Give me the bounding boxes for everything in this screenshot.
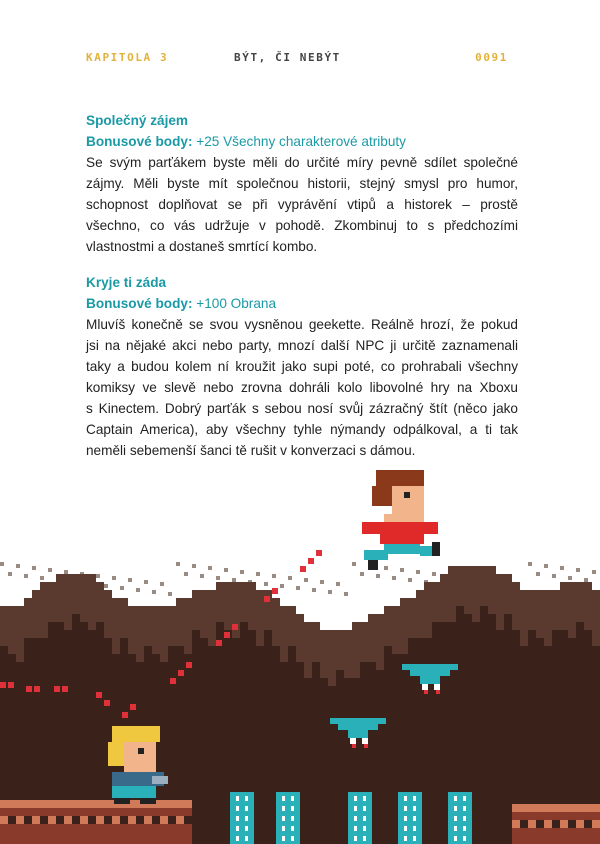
- bonus-line: [86, 293, 518, 314]
- bonus-label: Bonusové body:: [86, 296, 193, 311]
- chapter-title: BÝT, ČI NEBÝT: [234, 51, 341, 64]
- section-paragraph: [86, 314, 518, 461]
- page-number: 0091: [475, 51, 508, 64]
- paragraph-line: Captain America), aby všechny tyhle nýmandy odpálkoval, a ti tak: [86, 422, 518, 437]
- section-paragraph: [86, 152, 518, 257]
- bonus-value: +100 Obrana: [196, 296, 277, 311]
- section-title: Kryje ti záda: [86, 275, 167, 290]
- chapter-label: KAPITOLA 3: [86, 51, 169, 64]
- bonus-value: +25 Všechny charakterové atributy: [196, 134, 406, 149]
- section-covers-your-back: [86, 272, 518, 461]
- paragraph-line: zájmy. Měli byste mít společnou historii, stejný smysl pro humor,: [86, 176, 518, 191]
- paragraph-line: neměli sebemenší šanci tě rušit v konverzaci s dámou.: [86, 443, 416, 458]
- paragraph-line: vlastnostmi a dostaneš smrtící kombo.: [86, 239, 318, 254]
- pixel-art-illustration: [0, 462, 600, 844]
- paragraph-line: Mluvíš konečně se svou vysněnou geekette. Reálně hrozí, že pokud: [86, 317, 518, 332]
- bonus-line: [86, 131, 518, 152]
- paragraph-line: všechno, co vás udržuje v pohodě. Zkombinuj to s předchozími: [86, 218, 518, 233]
- section-shared-interest: [86, 110, 518, 257]
- paragraph-line: jsi na nějaké akci nebo party, mnozí další NPC ji určitě zaznamenali: [86, 338, 518, 353]
- jumping-hero-sprite: [362, 470, 440, 570]
- section-title: Společný zájem: [86, 113, 188, 128]
- paragraph-line: s Kinectem. Dobrý parťák s sebou nosí svůj zázračný štít (něco jako: [86, 401, 518, 416]
- paragraph-line: komiksy ve slevě nebo zrovna dohráli kolo libovolné hry na Xboxu: [86, 380, 518, 395]
- paragraph-line: Se svým parťákem byste měli do určité míry pevně sdílet společné: [86, 155, 518, 170]
- running-header: [86, 51, 508, 65]
- paragraph-line: taky a budou kolem ní kroužit jako supi poté, co prohrabali všechny: [86, 359, 518, 374]
- paragraph-line: schopnost doplňovat se při vyprávění vtipů a historek – prostě: [86, 197, 518, 212]
- bonus-label: Bonusové body:: [86, 134, 193, 149]
